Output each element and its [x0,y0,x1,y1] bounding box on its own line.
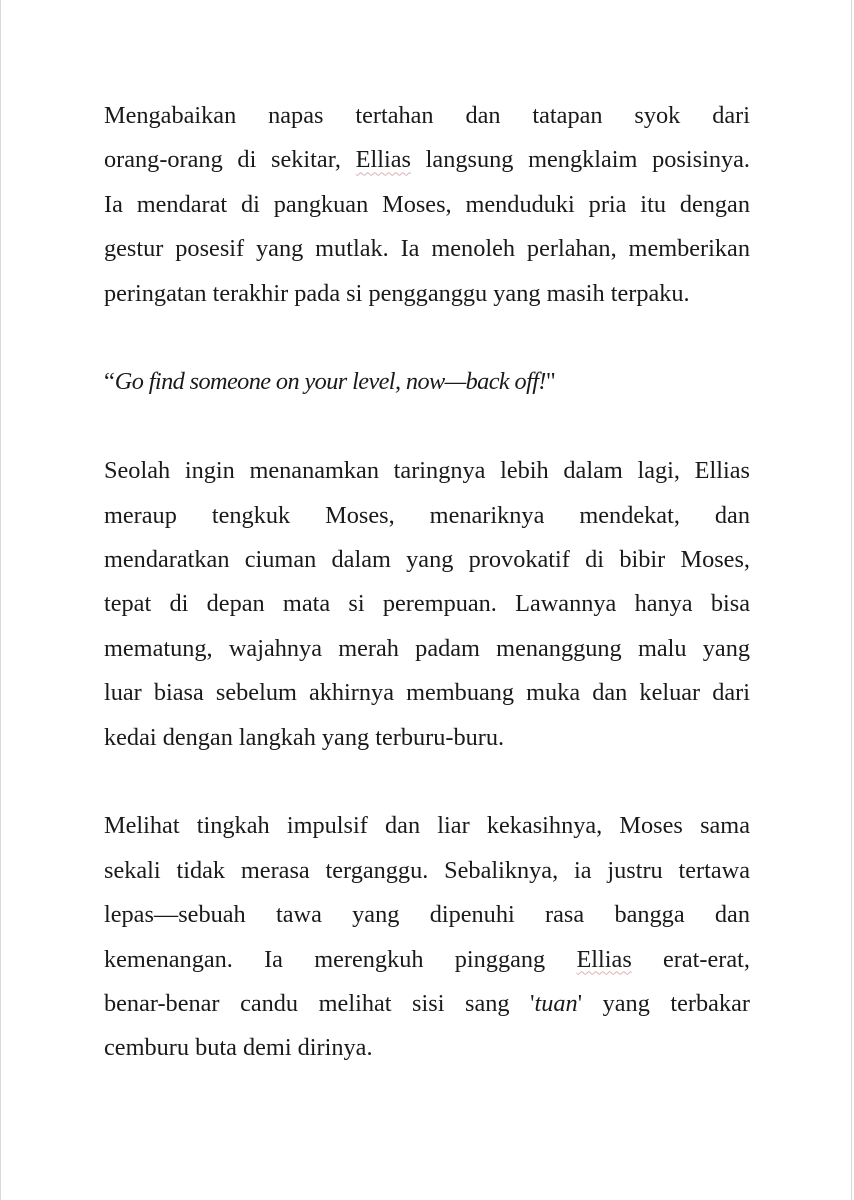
spellcheck-word: Ellias [576,945,632,973]
paragraph-3 [104,804,750,1070]
text-line: lepas—sebuah tawa yang dipenuhi rasa bangga dan [104,901,750,929]
text-run: kemenangan. Ia merengkuh pinggang [104,945,577,973]
paragraph-1 [104,94,750,316]
quote-line [104,360,750,404]
text-line: mendaratkan ciuman dalam yang provokatif di bibir Moses, [104,546,750,574]
text-line: kedai dengan langkah yang terburu-buru. [104,723,505,751]
text-line: Melihat tingkah impulsif dan liar kekasihnya, Moses sama [104,812,750,840]
document-body [104,94,750,1115]
paragraph-2 [104,449,750,760]
text-line [104,938,750,982]
text-run: benar-benar candu melihat sisi sang ' [104,990,535,1018]
italic-word: tuan [534,990,578,1018]
spellcheck-word: Ellias [355,146,411,174]
text-line: peringatan terakhir pada si pengganggu yang masih terpaku. [104,279,690,307]
text-line: sekali tidak merasa terganggu. Sebaliknya, ia justru tertawa [104,856,750,884]
text-line: luar biasa sebelum akhirnya membuang muka dan keluar dari [104,679,750,707]
text-line [104,982,750,1026]
dialogue-quote [104,360,750,404]
text-line: cemburu buta demi dirinya. [104,1034,373,1062]
text-line: Seolah ingin menanamkan taringnya lebih dalam lagi, Ellias [104,457,750,485]
text-line: gestur posesif yang mutlak. Ia menoleh perlahan, memberikan [104,235,750,263]
text-run: ' yang terbakar [577,990,750,1018]
text-run: orang-orang di sekitar, [104,146,356,174]
text-line: tepat di depan mata si perempuan. Lawannya hanya bisa [104,590,750,618]
text-run: langsung mengklaim posisinya. [410,146,750,174]
quote-text: Go find someone on your level, now—back off! [114,368,546,396]
text-line: Mengabaikan napas tertahan dan tatapan syok dari [104,102,750,129]
text-line [104,138,750,182]
close-quote-mark: " [545,368,556,396]
text-line: mematung, wajahnya merah padam menanggung malu yang [104,634,750,662]
open-quote-mark: “ [104,368,115,396]
text-run: erat-erat, [631,945,751,973]
text-line: Ia mendarat di pangkuan Moses, menduduki pria itu dengan [104,190,750,218]
text-line: meraup tengkuk Moses, menariknya mendekat, dan [104,501,750,529]
